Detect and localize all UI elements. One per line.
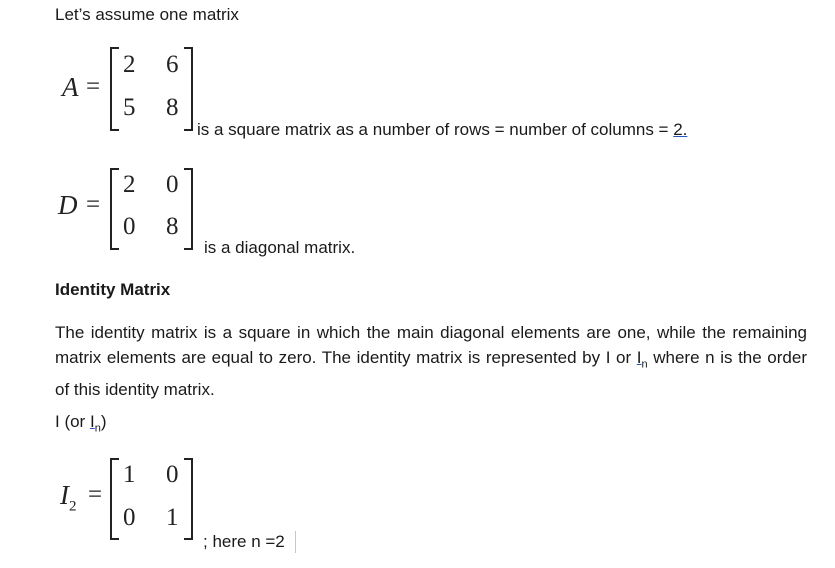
notation-prefix: I (or <box>55 412 90 431</box>
matrix-d-cell-2-2: 8 <box>166 213 179 240</box>
identity-paragraph-end: where n is the order of this identity matrix. <box>55 348 807 400</box>
matrix-d-right-bracket <box>184 168 193 250</box>
matrix-i-caption: ; here n =2 <box>203 532 285 551</box>
matrix-i-equals: = <box>88 481 103 508</box>
matrix-a-cell-1-2: 6 <box>166 51 179 78</box>
matrix-i-cell-2-1: 0 <box>123 504 136 531</box>
matrix-i-cell-1-1: 1 <box>123 461 136 488</box>
matrix-a-caption <box>197 120 687 140</box>
matrix-a-cell-2-1: 5 <box>123 94 136 121</box>
matrix-d-name: D <box>58 190 78 220</box>
matrix-i-cell-1-2: 0 <box>166 461 179 488</box>
identity-symbol-letter: I <box>636 348 642 367</box>
intro-text: Let’s assume one matrix <box>55 5 239 24</box>
matrix-d-cell-1-1: 2 <box>123 171 136 198</box>
notation-symbol <box>89 412 101 435</box>
matrix-d-left-bracket <box>110 168 119 250</box>
matrix-a-name: A <box>62 72 79 102</box>
identity-paragraph-text: The identity matrix is a square in which the main diagonal elements are one, while the remaining matrix elements are equal to zero. The identity matrix is represented by I or <box>55 323 807 367</box>
identity-symbol <box>636 348 648 371</box>
identity-paragraph <box>55 320 807 402</box>
matrix-i-name <box>60 480 77 521</box>
notation-line <box>55 412 106 438</box>
matrix-d-cell-2-1: 0 <box>123 213 136 240</box>
text-cursor <box>295 531 296 553</box>
matrix-i-left-bracket <box>110 458 119 540</box>
matrix-a-equals: = <box>86 73 101 100</box>
matrix-a-cell-1-1: 2 <box>123 51 136 78</box>
matrix-i-cell-2-2: 1 <box>166 504 179 531</box>
matrix-i-right-bracket <box>184 458 193 540</box>
notation-symbol-sub: n <box>94 422 101 435</box>
notation-suffix: ) <box>100 412 107 431</box>
matrix-d-caption: is a diagonal matrix. <box>204 238 356 257</box>
matrix-i-letter: I <box>60 480 69 510</box>
matrix-i-subscript: 2 <box>69 498 77 515</box>
matrix-a-caption-text: is a square matrix as a number of rows = number of columns = <box>197 120 674 139</box>
matrix-a-cell-2-2: 8 <box>166 94 179 121</box>
identity-symbol-sub: n <box>641 358 648 371</box>
matrix-a-left-bracket <box>110 47 119 131</box>
notation-symbol-letter: I <box>89 412 95 431</box>
matrix-a-right-bracket <box>184 47 193 131</box>
identity-heading: Identity Matrix <box>55 280 171 299</box>
matrix-d-cell-1-2: 0 <box>166 171 179 198</box>
matrix-d-equals: = <box>86 191 101 218</box>
matrix-a-caption-value: 2. <box>673 120 688 139</box>
